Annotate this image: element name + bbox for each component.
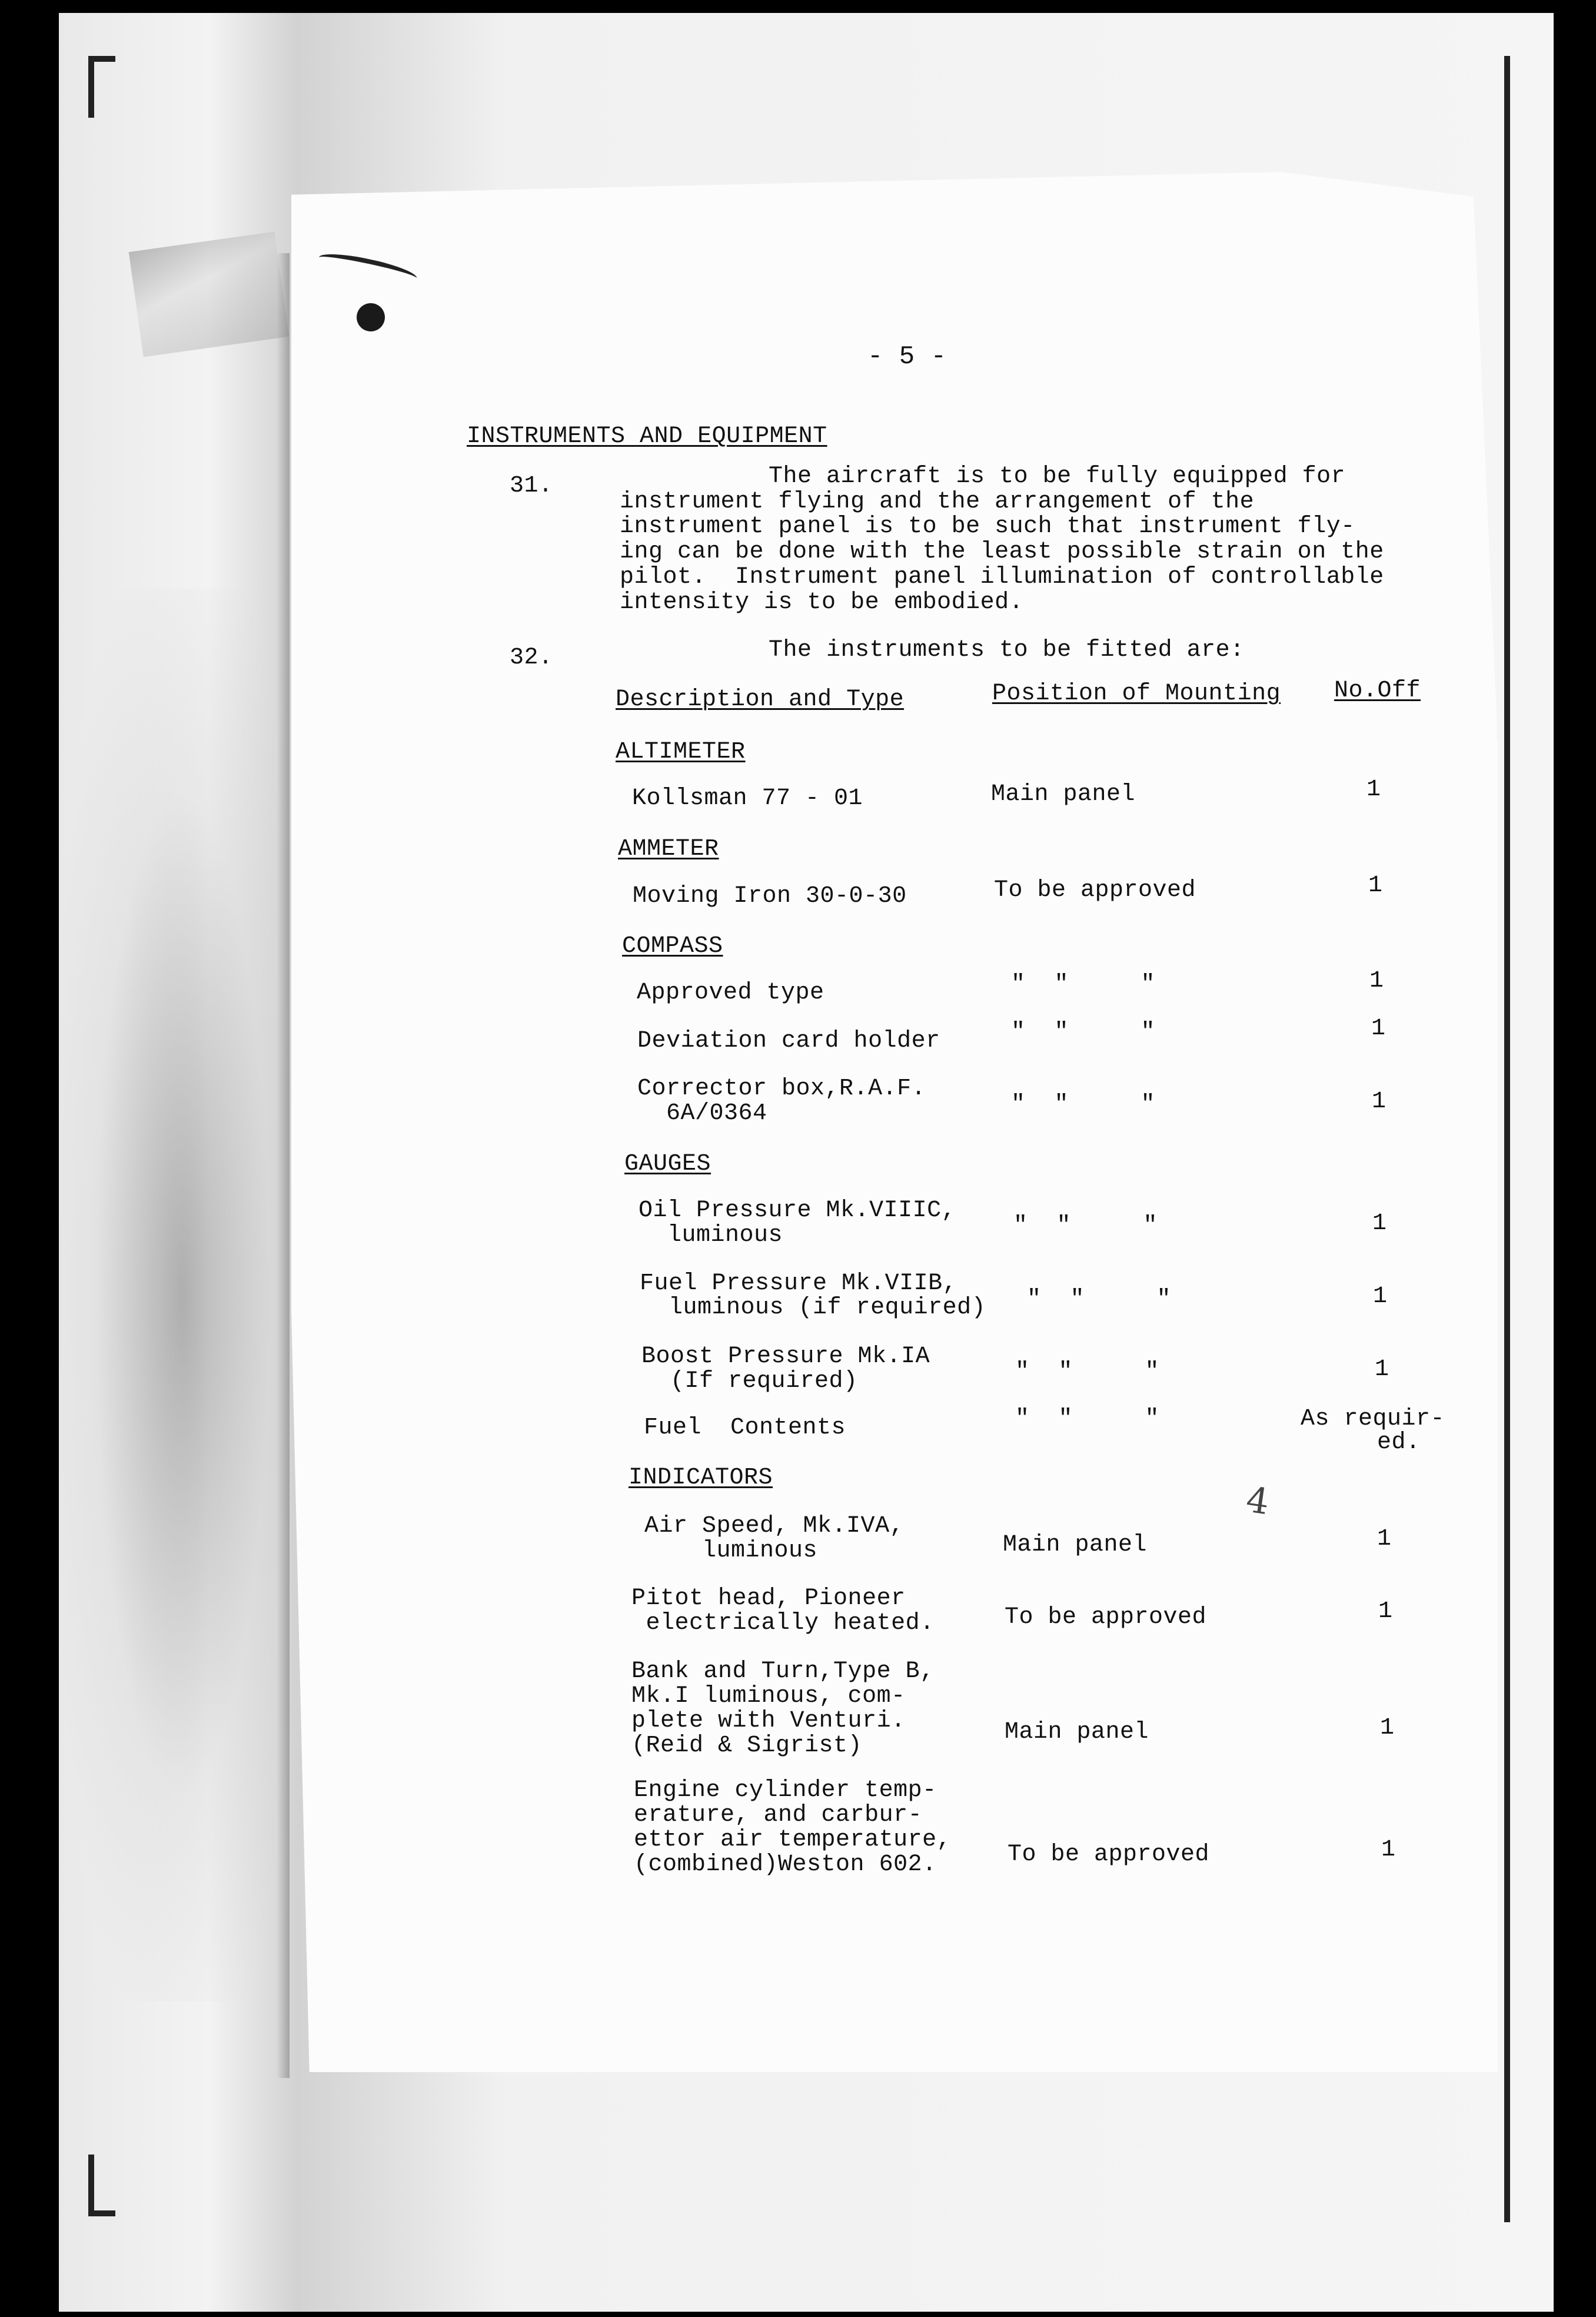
row-quantity: 1 bbox=[1380, 1715, 1395, 1741]
row-description: Bank and Turn,Type B, bbox=[631, 1658, 935, 1685]
para31-line: ing can be done with the least possible strain on the bbox=[620, 539, 1384, 565]
row-position-ditto: " " " bbox=[1011, 971, 1156, 998]
para32-number: 32. bbox=[510, 645, 553, 671]
section-title-gauges: GAUGES bbox=[624, 1151, 711, 1177]
row-description: luminous (if required) bbox=[640, 1294, 986, 1321]
row-description: plete with Venturi. bbox=[631, 1708, 906, 1734]
row-quantity: 1 bbox=[1377, 1526, 1392, 1552]
row-description: Boost Pressure Mk.IA bbox=[641, 1343, 930, 1370]
film-shadow bbox=[59, 589, 306, 2001]
row-description: Mk.I luminous, com- bbox=[631, 1683, 906, 1709]
row-description: Air Speed, Mk.IVA, bbox=[644, 1513, 905, 1539]
row-quantity: 1 bbox=[1372, 1088, 1386, 1115]
row-position-ditto: " " " bbox=[1011, 1019, 1156, 1045]
row-description: Moving Iron 30-0-30 bbox=[633, 883, 907, 909]
row-quantity: 1 bbox=[1378, 1598, 1393, 1625]
para31-number: 31. bbox=[510, 473, 553, 499]
row-quantity: 1 bbox=[1368, 872, 1383, 899]
para31-line: The aircraft is to be fully equipped for bbox=[769, 463, 1346, 490]
row-description: luminous bbox=[639, 1222, 783, 1249]
row-quantity: 1 bbox=[1366, 776, 1381, 803]
section-title-altimeter: ALTIMETER bbox=[616, 739, 746, 765]
para32-text: The instruments to be fitted are: bbox=[769, 637, 1245, 663]
row-description: Fuel Pressure Mk.VIIB, bbox=[640, 1270, 957, 1297]
row-quantity: 1 bbox=[1375, 1356, 1389, 1383]
row-description: electrically heated. bbox=[631, 1610, 935, 1636]
row-quantity: 1 bbox=[1381, 1837, 1396, 1863]
section-heading: INSTRUMENTS AND EQUIPMENT bbox=[467, 423, 827, 450]
row-quantity: ed. bbox=[1377, 1429, 1421, 1456]
row-description: (If required) bbox=[641, 1368, 858, 1395]
row-quantity: 1 bbox=[1372, 1210, 1387, 1237]
row-position-ditto: " " " bbox=[1013, 1213, 1158, 1239]
column-header-description: Description and Type bbox=[616, 686, 905, 713]
row-description: (Reid & Sigrist) bbox=[631, 1732, 863, 1759]
row-quantity: 1 bbox=[1369, 968, 1384, 994]
row-description: Oil Pressure Mk.VIIIC, bbox=[639, 1197, 956, 1224]
row-description: 6A/0364 bbox=[637, 1100, 767, 1127]
paper-edge-shadow bbox=[277, 253, 290, 2078]
row-position: To be approved bbox=[1005, 1604, 1207, 1631]
section-title-compass: COMPASS bbox=[622, 933, 723, 960]
row-position: Main panel bbox=[991, 781, 1136, 808]
row-position-ditto: " " " bbox=[1015, 1406, 1160, 1432]
row-description: Engine cylinder temp- bbox=[634, 1777, 937, 1804]
column-header-quantity: No.Off bbox=[1334, 678, 1421, 704]
crop-mark-bottom-left bbox=[88, 2155, 115, 2216]
column-header-position: Position of Mounting bbox=[992, 681, 1281, 707]
para31-line: pilot. Instrument panel illumination of controllable bbox=[620, 564, 1384, 590]
row-quantity: 1 bbox=[1373, 1283, 1388, 1310]
row-description: Pitot head, Pioneer bbox=[631, 1585, 906, 1612]
row-position-ditto: " " " bbox=[1011, 1091, 1156, 1118]
row-position-ditto: " " " bbox=[1027, 1286, 1172, 1313]
row-position: To be approved bbox=[994, 877, 1196, 904]
row-position: Main panel bbox=[1005, 1719, 1149, 1745]
row-description: Deviation card holder bbox=[637, 1028, 940, 1054]
punch-hole bbox=[357, 303, 385, 331]
row-position: To be approved bbox=[1008, 1841, 1210, 1868]
row-quantity: 1 bbox=[1371, 1015, 1386, 1042]
row-description: (combined)Weston 602. bbox=[634, 1851, 937, 1878]
para31-line: instrument flying and the arrangement of the bbox=[620, 489, 1255, 515]
row-position: Main panel bbox=[1003, 1532, 1148, 1558]
row-position-ditto: " " " bbox=[1015, 1359, 1160, 1385]
row-description: luminous bbox=[644, 1538, 818, 1564]
section-title-indicators: INDICATORS bbox=[629, 1465, 773, 1491]
row-description: Kollsman 77 - 01 bbox=[632, 785, 863, 812]
handwritten-mark: 4 bbox=[1243, 1479, 1272, 1523]
crop-mark-top-left bbox=[88, 56, 115, 118]
row-description: ettor air temperature, bbox=[634, 1827, 952, 1853]
page-number: - 5 - bbox=[867, 342, 947, 371]
para31-line: intensity is to be embodied. bbox=[620, 589, 1024, 616]
para31-line: instrument panel is to be such that instrument fly- bbox=[620, 513, 1355, 540]
tape-remnant bbox=[129, 231, 290, 357]
row-description: Approved type bbox=[637, 980, 824, 1006]
row-description: Corrector box,R.A.F. bbox=[637, 1075, 926, 1102]
section-title-ammeter: AMMETER bbox=[618, 836, 719, 862]
row-description: erature, and carbur- bbox=[634, 1802, 923, 1828]
row-quantity: As requir- bbox=[1301, 1406, 1445, 1432]
row-description: Fuel Contents bbox=[644, 1415, 846, 1441]
